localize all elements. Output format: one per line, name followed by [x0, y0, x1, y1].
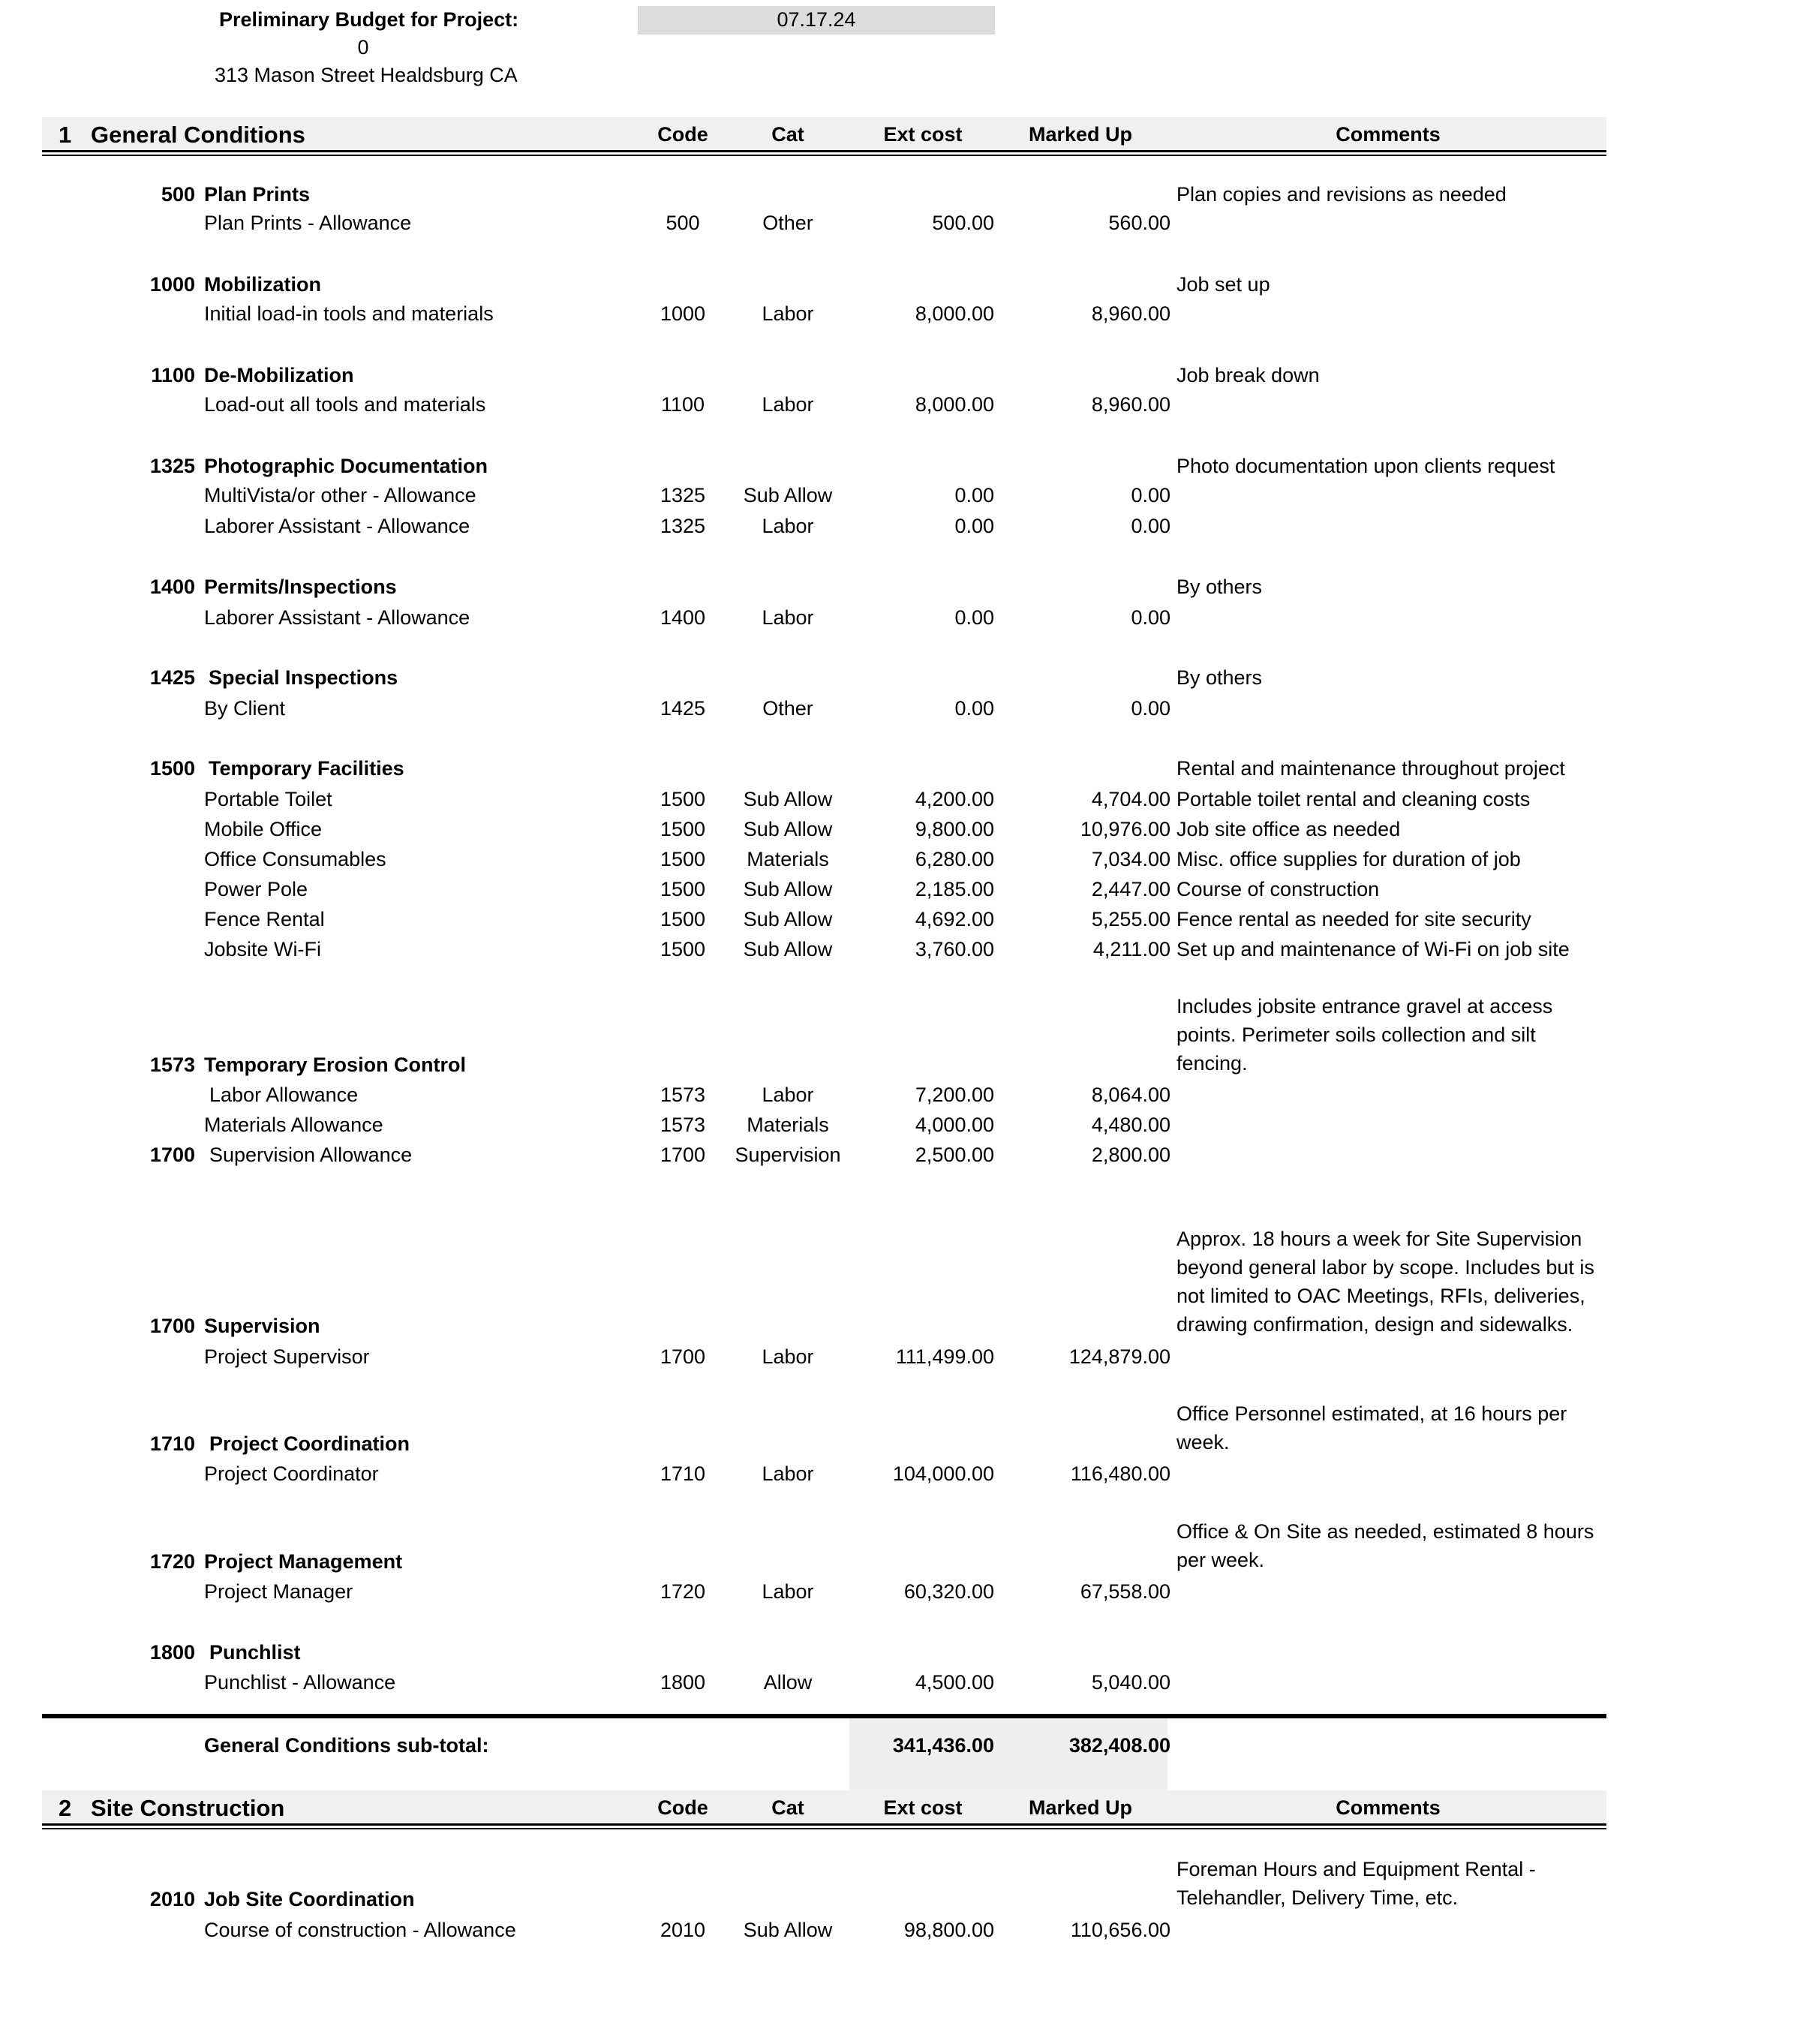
group-code: 1400 [149, 576, 195, 598]
group-comment: By others [1176, 666, 1263, 689]
item-desc: Course of construction - Allowance [204, 1919, 516, 1941]
subtotal-ext-cost: 341,436.00 [892, 1734, 994, 1757]
group-title: Supervision [204, 1315, 320, 1337]
group-code: 1710 [149, 1432, 195, 1455]
item-cat: Materials [747, 848, 829, 870]
item-ext-cost: 0.00 [954, 697, 994, 720]
item-marked-up: 0.00 [1131, 515, 1170, 537]
item-cat: Other [762, 212, 813, 234]
item-cat: Labor [762, 302, 814, 325]
item-code: 1400 [660, 606, 706, 629]
item-code: 1425 [660, 697, 706, 720]
item-code: 1800 [660, 1671, 706, 1694]
item-desc: Project Coordinator [204, 1462, 379, 1485]
item-code: 1500 [660, 818, 706, 840]
item-cat: Sub Allow [743, 484, 833, 506]
group-comment: Plan copies and revisions as needed [1176, 183, 1507, 206]
group-code: 1800 [149, 1641, 195, 1664]
item-ext-cost: 8,000.00 [915, 393, 994, 416]
subtotal-rule [42, 1714, 1606, 1718]
group-comment: Photo documentation upon clients request [1176, 455, 1555, 477]
item-cat: Labor [762, 515, 814, 537]
item-code: 500 [666, 212, 700, 234]
item-marked-up: 8,064.00 [1091, 1084, 1170, 1106]
item-marked-up: 4,211.00 [1092, 938, 1170, 960]
item-marked-up: 7,034.00 [1091, 848, 1170, 870]
item-cat: Sub Allow [743, 878, 833, 900]
group-comment: Job set up [1176, 273, 1270, 296]
item-code: 1573 [660, 1114, 706, 1136]
item-code: 1500 [660, 878, 706, 900]
group-title: Temporary Erosion Control [204, 1054, 467, 1076]
item-code: 1325 [660, 515, 706, 537]
group-code: 1700 [149, 1144, 195, 1166]
item-marked-up: 0.00 [1131, 484, 1170, 506]
item-marked-up: 4,480.00 [1091, 1114, 1170, 1136]
group-comment-line: drawing confirmation, design and sidewalks. [1176, 1313, 1573, 1336]
group-title: De-Mobilization [204, 364, 354, 386]
item-marked-up: 560.00 [1108, 212, 1170, 234]
item-comment: Job site office as needed [1176, 818, 1401, 840]
item-desc: Fence Rental [204, 908, 325, 930]
item-cat: Labor [762, 606, 814, 629]
item-ext-cost: 4,500.00 [915, 1671, 994, 1694]
item-cat: Labor [762, 393, 814, 416]
item-desc: Load-out all tools and materials [204, 393, 486, 416]
item-cat: Sub Allow [743, 818, 833, 840]
item-desc: Jobsite Wi-Fi [204, 938, 322, 960]
col-comments: Comments [1336, 123, 1441, 146]
item-ext-cost: 2,500.00 [915, 1144, 994, 1166]
group-code: 1700 [149, 1315, 195, 1337]
section-rule [42, 150, 1606, 156]
item-code: 1000 [660, 302, 706, 325]
item-cat: Sub Allow [743, 938, 833, 960]
item-desc: MultiVista/or other - Allowance [204, 484, 476, 506]
item-marked-up: 0.00 [1131, 606, 1170, 629]
group-comment-line: week. [1176, 1431, 1230, 1453]
group-comment-line: per week. [1176, 1549, 1265, 1571]
item-code: 1500 [660, 848, 706, 870]
item-ext-cost: 60,320.00 [903, 1580, 994, 1603]
item-code: 1100 [660, 393, 705, 416]
group-comment: By others [1176, 576, 1263, 598]
item-comment: Fence rental as needed for site security [1176, 908, 1531, 930]
item-code: 1325 [660, 484, 706, 506]
section-title: General Conditions [91, 122, 305, 148]
item-ext-cost: 111,499.00 [895, 1345, 994, 1368]
group-code: 500 [161, 183, 195, 206]
item-marked-up: 4,704.00 [1091, 788, 1170, 810]
group-comment-line: not limited to OAC Meetings, RFIs, deliveries, [1176, 1285, 1585, 1307]
item-desc: Punchlist - Allowance [204, 1671, 396, 1694]
item-code: 1720 [660, 1580, 706, 1603]
item-ext-cost: 4,200.00 [915, 788, 994, 810]
group-comment-line: points. Perimeter soils collection and silt [1176, 1024, 1536, 1046]
group-comment-line: Telehandler, Delivery Time, etc. [1176, 1886, 1459, 1909]
budget-title: Preliminary Budget for Project: [219, 8, 519, 31]
group-comment-line: Approx. 18 hours a week for Site Supervision [1176, 1228, 1582, 1250]
item-cat: Sub Allow [743, 908, 833, 930]
section-title: Site Construction [91, 1795, 285, 1821]
item-ext-cost: 3,760.00 [915, 938, 994, 960]
group-comment-line: beyond general labor by scope. Includes but is [1176, 1256, 1594, 1279]
item-marked-up: 2,800.00 [1091, 1144, 1170, 1166]
col-code: Code [657, 1796, 708, 1819]
item-desc: Project Manager [204, 1580, 353, 1603]
group-code: 1000 [149, 273, 195, 296]
item-code: 1573 [660, 1084, 706, 1106]
col-marked-up: Marked Up [1028, 1796, 1133, 1819]
item-desc: Labor Allowance [209, 1084, 359, 1106]
group-title: Plan Prints [204, 183, 311, 206]
item-marked-up: 2,447.00 [1091, 878, 1170, 900]
group-comment-line: fencing. [1176, 1052, 1248, 1075]
col-ext-cost: Ext cost [883, 1796, 963, 1819]
item-comment: Portable toilet rental and cleaning costs [1176, 788, 1531, 810]
group-title: Permits/Inspections [204, 576, 397, 598]
section-rule [42, 1823, 1606, 1829]
item-marked-up: 124,879.00 [1068, 1345, 1170, 1368]
group-comment-line: Office Personnel estimated, at 16 hours per [1176, 1402, 1567, 1425]
project-number: 0 [357, 36, 369, 59]
item-marked-up: 0.00 [1131, 697, 1170, 720]
item-code: 1700 [660, 1144, 706, 1166]
budget-date: 07.17.24 [777, 8, 856, 31]
item-code: 1500 [660, 788, 706, 810]
project-address: 313 Mason Street Healdsburg CA [215, 64, 518, 86]
group-code: 1425 [149, 666, 195, 689]
item-desc: Laborer Assistant - Allowance [204, 606, 470, 629]
item-ext-cost: 7,200.00 [915, 1084, 994, 1106]
group-title: Mobilization [204, 273, 321, 296]
item-ext-cost: 8,000.00 [915, 302, 994, 325]
item-marked-up: 8,960.00 [1091, 393, 1170, 416]
item-desc: By Client [204, 697, 286, 720]
item-ext-cost: 500.00 [932, 212, 994, 234]
item-desc: Laborer Assistant - Allowance [204, 515, 470, 537]
item-cat: Labor [762, 1345, 814, 1368]
group-title: Punchlist [209, 1641, 301, 1664]
group-title: Job Site Coordination [204, 1888, 415, 1910]
item-desc: Portable Toilet [204, 788, 332, 810]
group-comment: Job break down [1176, 364, 1320, 386]
col-comments: Comments [1336, 1796, 1441, 1819]
item-desc: Initial load-in tools and materials [204, 302, 494, 325]
item-ext-cost: 4,692.00 [915, 908, 994, 930]
item-cat: Supervision [735, 1144, 841, 1166]
group-code: 1325 [149, 455, 195, 477]
subtotal-marked-up: 382,408.00 [1068, 1734, 1170, 1757]
group-code: 1100 [151, 364, 195, 386]
item-code: 2010 [660, 1919, 706, 1941]
item-cat: Other [762, 697, 813, 720]
col-cat: Cat [771, 1796, 804, 1819]
item-cat: Materials [747, 1114, 829, 1136]
group-code: 1720 [149, 1550, 195, 1573]
section-number: 2 [59, 1795, 72, 1821]
item-code: 1700 [660, 1345, 706, 1368]
item-comment: Misc. office supplies for duration of job [1176, 848, 1521, 870]
item-ext-cost: 6,280.00 [915, 848, 994, 870]
item-desc: Project Supervisor [204, 1345, 370, 1368]
item-desc: Mobile Office [204, 818, 323, 840]
group-code: 2010 [149, 1888, 195, 1910]
col-marked-up: Marked Up [1028, 123, 1133, 146]
group-title: Temporary Facilities [209, 757, 404, 780]
item-ext-cost: 4,000.00 [915, 1114, 994, 1136]
item-ext-cost: 2,185.00 [915, 878, 994, 900]
col-ext-cost: Ext cost [883, 123, 963, 146]
group-title: Project Management [204, 1550, 403, 1573]
item-desc: Materials Allowance [204, 1114, 383, 1136]
item-marked-up: 8,960.00 [1091, 302, 1170, 325]
group-title: Project Coordination [209, 1432, 410, 1455]
subtotal-label: General Conditions sub-total: [204, 1734, 489, 1757]
group-title: Photographic Documentation [204, 455, 488, 477]
item-cat: Labor [762, 1084, 814, 1106]
col-cat: Cat [771, 123, 804, 146]
item-comment: Course of construction [1176, 878, 1380, 900]
group-title: Supervision Allowance [209, 1144, 413, 1166]
item-cat: Sub Allow [743, 1919, 833, 1941]
item-ext-cost: 104,000.00 [892, 1462, 994, 1485]
item-marked-up: 116,480.00 [1070, 1462, 1170, 1485]
item-ext-cost: 98,800.00 [903, 1919, 994, 1941]
col-code: Code [657, 123, 708, 146]
group-comment: Rental and maintenance throughout project [1176, 757, 1565, 780]
item-code: 1710 [660, 1462, 706, 1485]
group-comment-line: Foreman Hours and Equipment Rental - [1176, 1858, 1536, 1880]
item-marked-up: 67,558.00 [1080, 1580, 1170, 1603]
item-ext-cost: 9,800.00 [915, 818, 994, 840]
item-code: 1500 [660, 938, 706, 960]
item-ext-cost: 0.00 [954, 515, 994, 537]
group-code: 1500 [149, 757, 195, 780]
item-ext-cost: 0.00 [954, 606, 994, 629]
item-marked-up: 5,255.00 [1091, 908, 1170, 930]
section-number: 1 [59, 122, 72, 148]
item-desc: Plan Prints - Allowance [204, 212, 412, 234]
group-comment-line: Includes jobsite entrance gravel at access [1176, 995, 1553, 1017]
item-cat: Labor [762, 1462, 814, 1485]
item-ext-cost: 0.00 [954, 484, 994, 506]
group-code: 1573 [149, 1054, 195, 1076]
item-cat: Allow [763, 1671, 813, 1694]
group-title: Special Inspections [209, 666, 398, 689]
group-comment-line: Office & On Site as needed, estimated 8 hours [1176, 1520, 1594, 1543]
item-code: 1500 [660, 908, 706, 930]
item-desc: Power Pole [204, 878, 308, 900]
item-marked-up: 110,656.00 [1070, 1919, 1170, 1941]
item-marked-up: 5,040.00 [1091, 1671, 1170, 1694]
item-desc: Office Consumables [204, 848, 386, 870]
item-cat: Labor [762, 1580, 814, 1603]
item-cat: Sub Allow [743, 788, 833, 810]
item-marked-up: 10,976.00 [1080, 818, 1170, 840]
item-comment: Set up and maintenance of Wi-Fi on job site [1176, 938, 1570, 960]
